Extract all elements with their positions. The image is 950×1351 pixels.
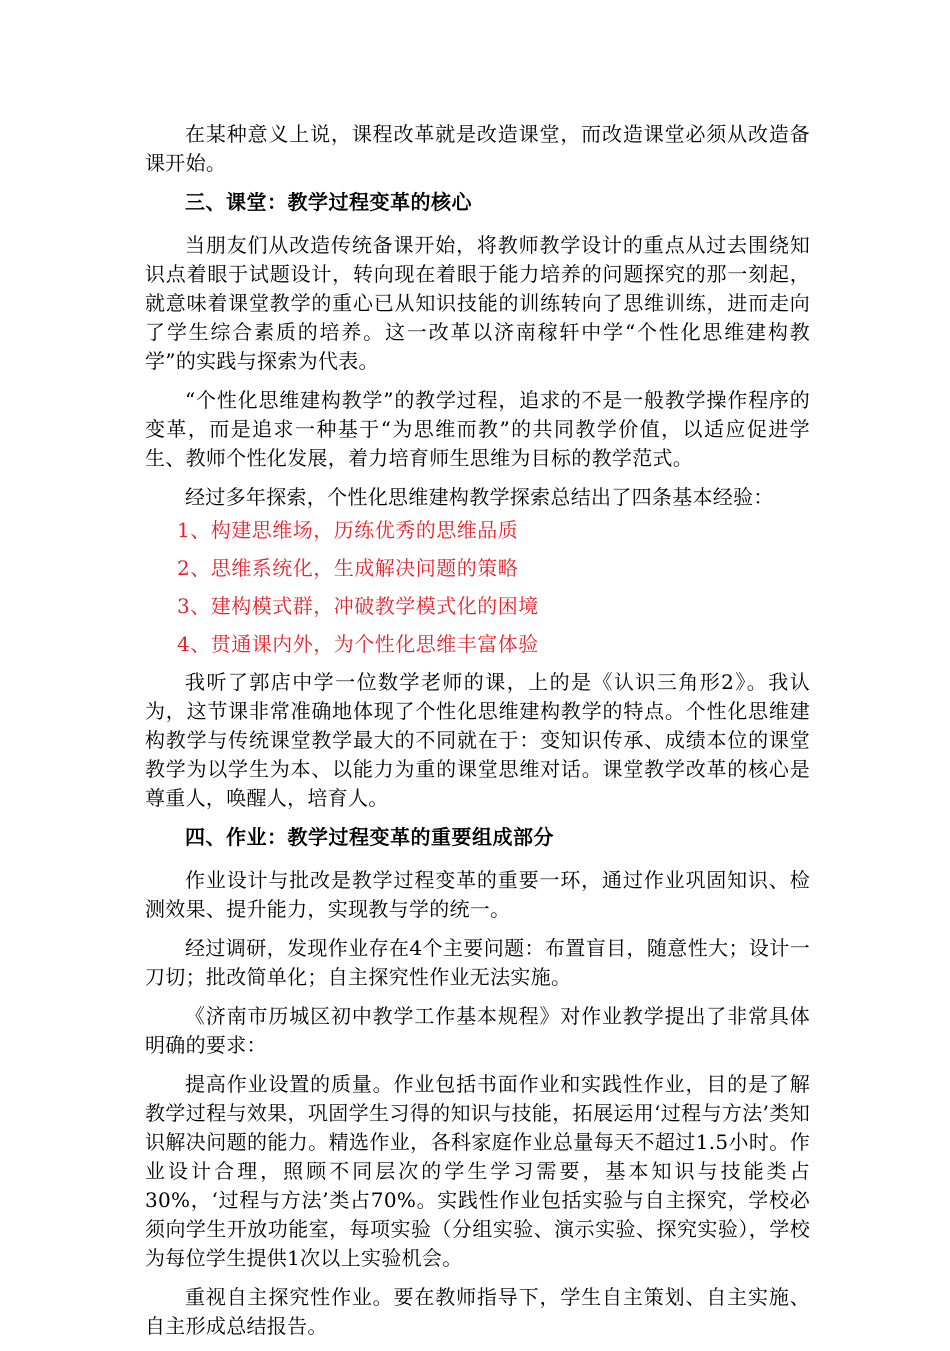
paragraph-inquiry-homework: 重视自主探究性作业。要在教师指导下，学生自主策划、自主实施、自主形成总结报告。 [145,1285,810,1338]
paragraph-regulations: 《济南市历城区初中教学工作基本规程》对作业教学提出了非常具体明确的要求： [145,1004,810,1057]
experience-item-4: 4、贯通课内外，为个性化思维丰富体验 [177,632,539,656]
experience-item-3: 3、建构模式群，冲破教学模式化的困境 [177,594,539,618]
paragraph-experience-intro: 经过多年探索，个性化思维建构教学探索总结出了四条基本经验： [185,485,774,509]
section-heading-homework: 四、作业：教学过程变革的重要组成部分 [185,825,554,849]
paragraph-homework-quality: 提高作业设置的质量。作业包括书面作业和实践性作业，目的是了解教学过程与效果，巩固学生习得的知识与技能，拓展运用‘过程与方法’类知识解决问题的能力。精选作业，各科家庭作业总量每天不超过1.5小时。作业设计合理，照顾不同层次的学生学习需要，基本知识与技能类占30%，‘过程与方法’类占70%。实践性作业包括实验与自主探究，学校必须向学生开放功能室，每项实验（分组实验、演示实验、探究实验），学校为每位学生提供1次以上实验机会。 [145,1072,810,1270]
document-page [145,120,810,1351]
paragraph-homework-design: 作业设计与批改是教学过程变革的重要一环，通过作业巩固知识、检测效果、提升能力，实现教与学的统一。 [145,868,810,921]
section-heading-classroom: 三、课堂：教学过程变革的核心 [185,190,472,214]
paragraph-teaching-process: “个性化思维建构教学”的教学过程，追求的不是一般教学操作程序的变革，而是追求一种基于“为思维而教”的共同教学价值，以适应促进学生、教师个性化发展，着力培育师生思维为目标的教学范式。 [145,388,810,470]
paragraph-intro: 在某种意义上说，课程改革就是改造课堂，而改造课堂必须从改造备课开始。 [145,122,810,175]
experience-list [145,516,810,659]
experience-item-1: 1、构建思维场，历练优秀的思维品质 [177,518,519,542]
paragraph-homework-problems: 经过调研，发现作业存在4个主要问题：布置盲目，随意性大；设计一刀切；批改简单化；自主探究性作业无法实施。 [145,936,810,989]
paragraph-math-lesson: 我听了郭店中学一位数学老师的课，上的是《认识三角形2》。我认为，这节课非常准确地体现了个性化思维建构教学的特点。个性化思维建构教学与传统课堂教学最大的不同就在于：变知识传承、成绩本位的课堂教学为以学生为本、以能力为重的课堂思维对话。课堂教学改革的核心是尊重人，唤醒人，培育人。 [145,670,810,810]
paragraph-classroom-reform: 当朋友们从改造传统备课开始，将教师教学设计的重点从过去围绕知识点着眼于试题设计，转向现在着眼于能力培养的问题探究的那一刻起，就意味着课堂教学的重心已从知识技能的训练转向了思维训练，进而走向了学生综合素质的培养。这一改革以济南稼轩中学“个性化思维建构教学”的实践与探索为代表。 [145,233,810,373]
experience-item-2: 2、思维系统化，生成解决问题的策略 [177,556,519,580]
